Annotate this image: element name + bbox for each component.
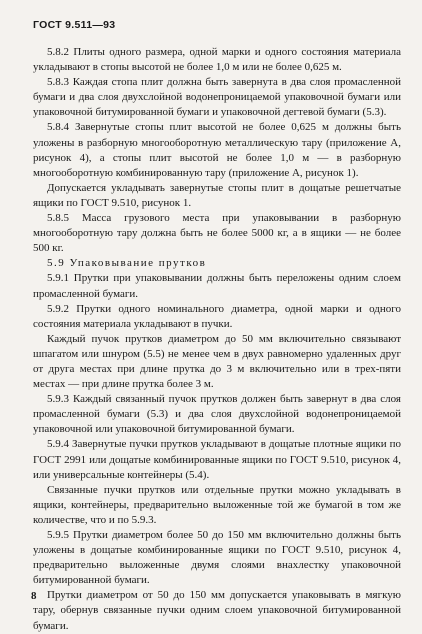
paragraph-5-9-3: 5.9.3 Каждый связанный пучок прутков должен быть завернут в два слоя промасленной бумаги (5.3) и два слоя двухслойной водонепроницаемой упаковочной или упаковочной битумированной бумаги. xyxy=(33,393,401,436)
paragraph-5-9-5: 5.9.5 Прутки диаметром более 50 до 150 мм включительно должны быть уложены в дощатые комбинированные ящики по ГОСТ 9.510, рисунок 4, предварительно выложенные двумя слоями внахлестку упаковочной битумированной бумаги. xyxy=(33,529,401,587)
paragraph-bundles-in-boxes: Связанные пучки прутков или отдельные прутки можно укладывать в ящики, контейнеры, предварительно выложенные той же бумагой в том же количестве, что и по 5.9.3. xyxy=(33,483,401,526)
paragraph-soft-packaging: Прутки диаметром от 50 до 150 мм допускается упаковывать в мягкую тару, обернув связанные пучки одним слоем упаковочной битумированной бумаги. xyxy=(33,589,401,632)
paragraph-5-9-4: 5.9.4 Завернутые пучки прутков укладывают в дощатые плотные ящики по ГОСТ 2991 или дощатые комбинированные ящики по ГОСТ 9.510, рисунок 4, или универсальные контейнеры (5.4). xyxy=(33,438,401,481)
paragraph-5-8-4: 5.8.4 Завернутые стопы плит высотой не более 0,625 м должны быть уложены в разборную многооборотную металлическую тару (приложение А, рисунок 4), а стопы плит высотой не более 1,0 м — в разборную многооборотную комбинированную тару (приложение А, рисунок 1). xyxy=(33,121,401,179)
paragraph-5-8-2: 5.8.2 Плиты одного размера, одной марки и одного состояния материала укладывают в стопы высотой не более 1,0 м или не более 0,625 м. xyxy=(33,46,401,74)
body-text xyxy=(33,45,401,634)
paragraph-bundle-tying: Каждый пучок прутков диаметром до 50 мм включительно связывают шпагатом или шнуром (5.5) не менее чем в двух равномерно удаленных друг от друга местах при длине прутка до 3 м включительно или в трех-пяти местах — при длине прутка более 3 м. xyxy=(33,332,401,391)
paragraph-5-9-2: 5.9.2 Прутки одного номинального диаметра, одной марки и одного состояния материала укладывают в пучки. xyxy=(33,302,401,330)
paragraph-allowance: Допускается укладывать завернутые стопы плит в дощатые решетчатые ящики по ГОСТ 9.510, рисунок 1. xyxy=(33,181,401,209)
paragraph-5-8-5: 5.8.5 Масса грузового места при упаковывании в разборную многооборотную тару должна быть не более 5000 кг, а в ящики — не более 500 кг. xyxy=(33,212,401,255)
section-heading-5-9: 5.9 Упаковывание прутков xyxy=(47,257,207,270)
paragraph-5-8-3: 5.8.3 Каждая стопа плит должна быть завернута в два слоя промасленной бумаги и два слоя двухслойной водонепроницаемой упаковочной бумаги или упаковочной битумированной бумаги и упаковочной дегтевой бумаги (5.3). xyxy=(33,76,401,119)
running-header: ГОСТ 9.511—93 xyxy=(33,19,116,31)
page-number: 8 xyxy=(31,590,37,602)
paragraph-5-9-1: 5.9.1 Прутки при упаковывании должны быть переложены одним слоем промасленной бумаги. xyxy=(33,272,401,300)
